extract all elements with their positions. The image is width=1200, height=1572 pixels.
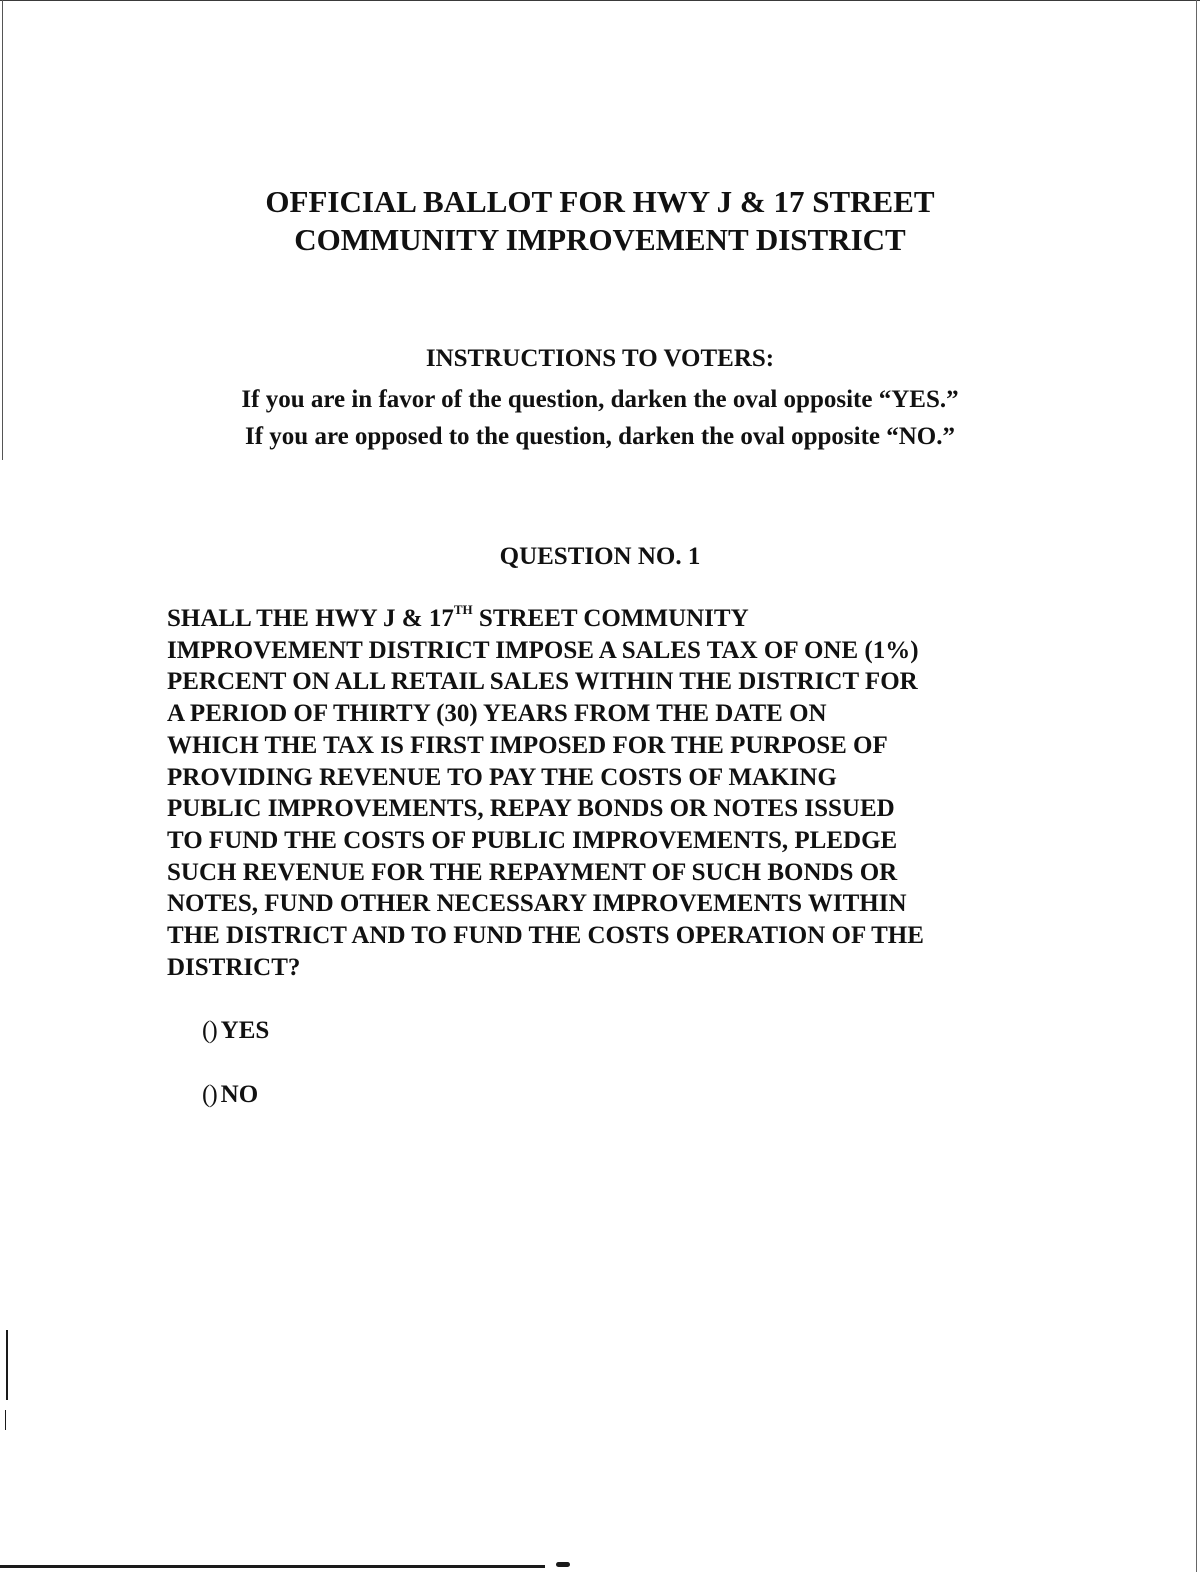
yes-label: YES <box>220 1017 270 1044</box>
ballot-title-line-2: COMMUNITY IMPROVEMENT DISTRICT <box>294 222 906 257</box>
question-line: SUCH REVENUE FOR THE REPAYMENT OF SUCH BONDS OR <box>167 858 898 886</box>
question-line: NOTES, FUND OTHER NECESSARY IMPROVEMENTS WITHIN <box>167 890 907 918</box>
ballot-title-line-1: OFFICIAL BALLOT FOR HWY J & 17 STREET <box>265 184 935 219</box>
instructions-no-line: If you are opposed to the question, darken the oval opposite “NO.” <box>244 423 956 450</box>
instructions-heading: INSTRUCTIONS TO VOTERS: <box>425 345 775 372</box>
ballot-title <box>0 183 1200 259</box>
question-line: A PERIOD OF THIRTY (30) YEARS FROM THE DATE ON <box>167 700 827 728</box>
question-line: THE DISTRICT AND TO FUND THE COSTS OPERATION OF THE <box>167 922 924 950</box>
question-line: TO FUND THE COSTS OF PUBLIC IMPROVEMENTS, PLEDGE <box>167 826 898 854</box>
scan-edge-top <box>0 0 1200 1</box>
scan-mark-left-lower <box>5 1410 6 1430</box>
question-line: DISTRICT? <box>167 953 301 981</box>
question-line: PUBLIC IMPROVEMENTS, REPAY BONDS OR NOTES ISSUED <box>167 795 895 823</box>
ordinal-suffix: TH <box>453 602 473 617</box>
question-line: PERCENT ON ALL RETAIL SALES WITHIN THE DISTRICT FOR <box>167 668 918 696</box>
question-line: IMPROVEMENT DISTRICT IMPOSE A SALES TAX OF ONE (1%) <box>167 636 919 664</box>
scan-mark-left <box>6 1330 8 1400</box>
question-line-1 <box>167 603 1037 635</box>
question-line-1-tail: STREET COMMUNITY <box>472 605 749 632</box>
yes-option[interactable] <box>202 1015 269 1046</box>
question-text <box>167 603 1037 983</box>
no-oval[interactable]: () <box>202 1081 217 1108</box>
scan-mark-bottom <box>556 1562 570 1567</box>
question-line: PROVIDING REVENUE TO PAY THE COSTS OF MAKING <box>167 763 837 791</box>
instructions-yes-line: If you are in favor of the question, darken the oval opposite “YES.” <box>241 386 959 413</box>
scan-edge-bottom <box>0 1565 545 1568</box>
no-label: NO <box>220 1081 259 1108</box>
question-heading: QUESTION NO. 1 <box>499 543 701 570</box>
question-line-1-text: SHALL THE HWY J & 17 <box>167 605 454 632</box>
question-line: WHICH THE TAX IS FIRST IMPOSED FOR THE PURPOSE OF <box>167 731 888 759</box>
no-option[interactable] <box>202 1079 258 1110</box>
yes-oval[interactable]: () <box>202 1017 217 1044</box>
